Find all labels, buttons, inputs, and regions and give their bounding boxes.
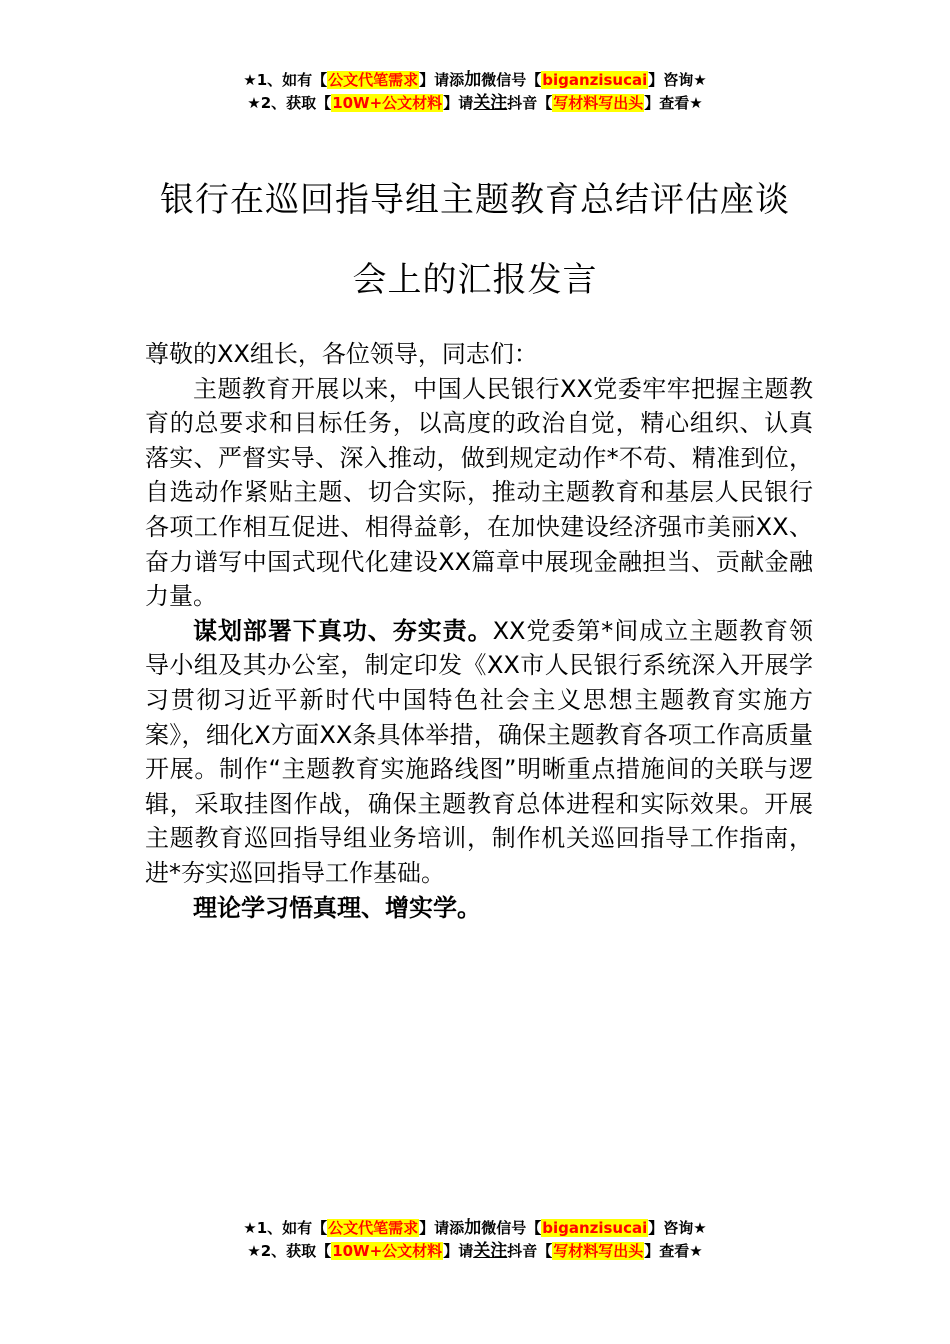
highlight-service: 公文代笔需求 — [328, 71, 419, 89]
banner-line-1 — [0, 1217, 950, 1240]
footer-banner — [0, 1217, 950, 1263]
paragraph-intro: 主题教育开展以来，中国人民银行XX党委牢牢把握主题教育的总要求和目标任务，以高度的政治自觉，精心组织、认真落实、严督实导、深入推动，做到规定动作*不苟、精准到位，自选动作紧贴主题、切合实际，推动主题教育和基层人民银行各项工作相互促进、相得益彰，在加快建设经济强市美丽XX、奋力谱写中国式现代化建设XX篇章中展现金融担当、贡献金融力量。 — [145, 374, 813, 611]
banner-text: 】咨询★ — [648, 71, 707, 89]
banner-line-2 — [0, 92, 950, 115]
banner-text: 关注 — [473, 93, 508, 113]
banner-text: 】请 — [443, 94, 474, 112]
banner-text: ★1、如有【 — [243, 71, 328, 89]
banner-line-1 — [0, 69, 950, 92]
paragraph-heading: 理论学习悟真理、增实学。 — [193, 893, 481, 922]
document-body — [145, 337, 813, 925]
banner-text: 】咨询★ — [648, 1219, 707, 1237]
paragraph-theory — [145, 891, 813, 926]
highlight-wechat-id: biganzisucai — [542, 71, 648, 89]
banner-text: 】请添 — [419, 1219, 465, 1237]
highlight-douyin-id: 写材料写出头 — [553, 94, 644, 112]
banner-text: 关注 — [473, 1241, 508, 1261]
paragraph-planning — [145, 614, 813, 891]
banner-text: 抖音【 — [507, 94, 553, 112]
title-line-1: 银行在巡回指导组主题教育总结评估座谈 — [160, 180, 790, 220]
highlight-materials: 10W+公文材料 — [332, 1242, 443, 1260]
highlight-wechat-id: biganzisucai — [542, 1219, 648, 1237]
banner-text: 微信号【 — [481, 71, 542, 89]
banner-text: 】请添 — [419, 71, 465, 89]
banner-text: 加 — [464, 70, 482, 90]
banner-text: 】查看★ — [644, 1242, 703, 1260]
document-title — [0, 160, 950, 320]
banner-text: 抖音【 — [507, 1242, 553, 1260]
banner-text: ★2、获取【 — [247, 1242, 332, 1260]
header-banner — [0, 69, 950, 115]
paragraph-text: XX党委第*间成立主题教育领导小组及其办公室，制定印发《XX市人民银行系统深入开展学习贯彻习近平新时代中国特色社会主义思想主题教育实施方案》，细化X方面XX条具体举措，确保主题教育各项工作高质量开展。制作“主题教育实施路线图”明晰重点措施间的关联与逻辑，采取挂图作战，确保主题教育总体进程和实际效果。开展主题教育巡回指导组业务培训，制作机关巡回指导工作指南，进*夯实巡回指导工作基础。 — [145, 616, 813, 887]
highlight-service: 公文代笔需求 — [328, 1219, 419, 1237]
banner-text: ★2、获取【 — [247, 94, 332, 112]
paragraph-heading: 谋划部署下真功、夯实责。 — [193, 616, 493, 645]
highlight-materials: 10W+公文材料 — [332, 94, 443, 112]
salutation: 尊敬的XX组长，各位领导，同志们： — [145, 340, 538, 368]
title-line-2: 会上的汇报发言 — [352, 260, 598, 300]
highlight-douyin-id: 写材料写出头 — [553, 1242, 644, 1260]
banner-text: 加 — [464, 1218, 482, 1238]
banner-text: 】查看★ — [644, 94, 703, 112]
banner-text: ★1、如有【 — [243, 1219, 328, 1237]
banner-line-2 — [0, 1240, 950, 1263]
banner-text: 微信号【 — [481, 1219, 542, 1237]
banner-text: 】请 — [443, 1242, 474, 1260]
